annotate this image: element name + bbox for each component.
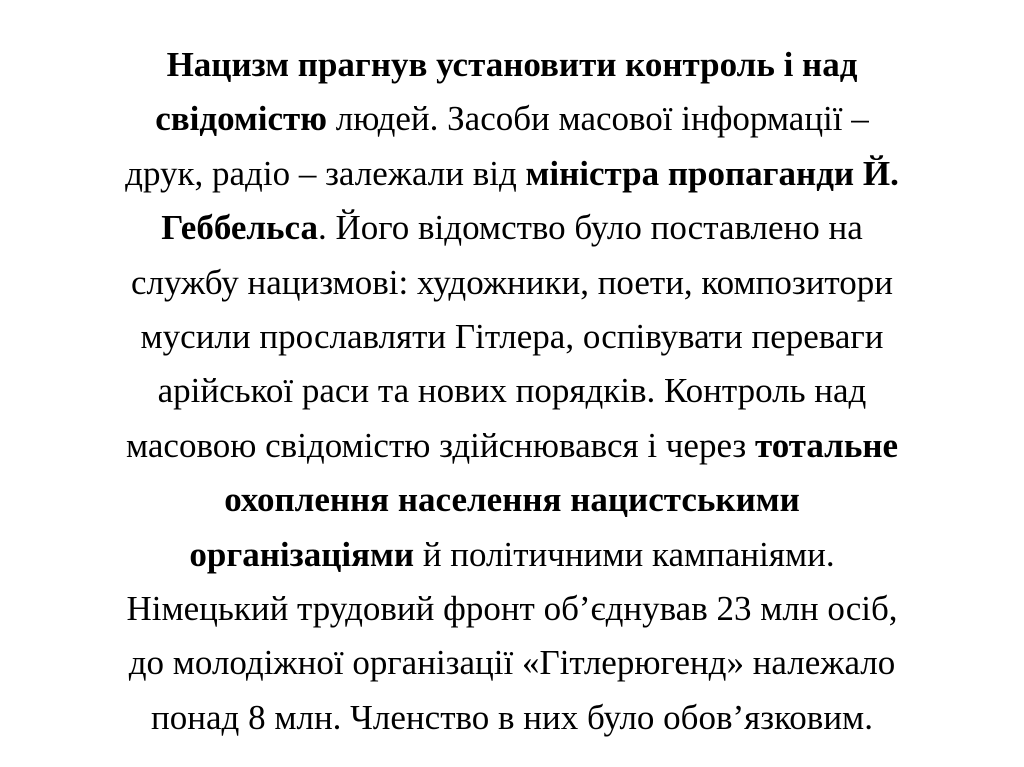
text-line bbox=[40, 473, 984, 527]
text-line bbox=[40, 92, 984, 146]
text-run-bold: міністра пропаганди Й. bbox=[525, 153, 899, 193]
text-line bbox=[40, 310, 984, 364]
text-line bbox=[40, 419, 984, 473]
text-run-bold: тотальне bbox=[754, 425, 899, 465]
text-run: й політичними кампаніями. bbox=[414, 534, 835, 574]
text-line bbox=[40, 147, 984, 201]
text-run: друк, радіо – залежали від bbox=[125, 153, 526, 193]
text-run: масовою свідомістю здійснювався і через bbox=[125, 425, 755, 465]
text-line bbox=[40, 364, 984, 418]
text-run: мусили прославляти Гітлера, оспівувати переваги bbox=[140, 317, 884, 357]
text-line bbox=[40, 38, 984, 92]
text-line bbox=[40, 691, 984, 745]
text-line bbox=[40, 256, 984, 310]
text-run-bold: організаціями bbox=[189, 534, 415, 574]
text-run: службу нацизмові: художники, поети, композитори bbox=[131, 262, 893, 302]
text-run-bold: Геббельса bbox=[161, 208, 319, 248]
slide-body-text bbox=[40, 38, 984, 745]
text-run: понад 8 млн. Членство в них було обов’язковим. bbox=[151, 697, 873, 737]
text-run-bold: Нацизм прагнув установити контроль і над bbox=[166, 45, 858, 84]
text-run-bold: охоплення населення нацистськими bbox=[224, 480, 800, 520]
text-run: . Його відомство було поставлено на bbox=[318, 208, 863, 248]
text-line bbox=[40, 201, 984, 255]
text-run: арійської раси та нових порядків. Контроль над bbox=[157, 371, 867, 411]
text-run: Німецький трудовий фронт об’єднував 23 млн осіб, bbox=[126, 589, 898, 629]
text-line bbox=[40, 528, 984, 582]
text-line bbox=[40, 582, 984, 636]
text-run: до молодіжної організації «Гітлерюгенд» належало bbox=[128, 643, 896, 683]
text-run-bold: свідомістю bbox=[155, 99, 327, 139]
text-line bbox=[40, 636, 984, 690]
text-run: людей. Засоби масової інформації – bbox=[326, 99, 869, 139]
